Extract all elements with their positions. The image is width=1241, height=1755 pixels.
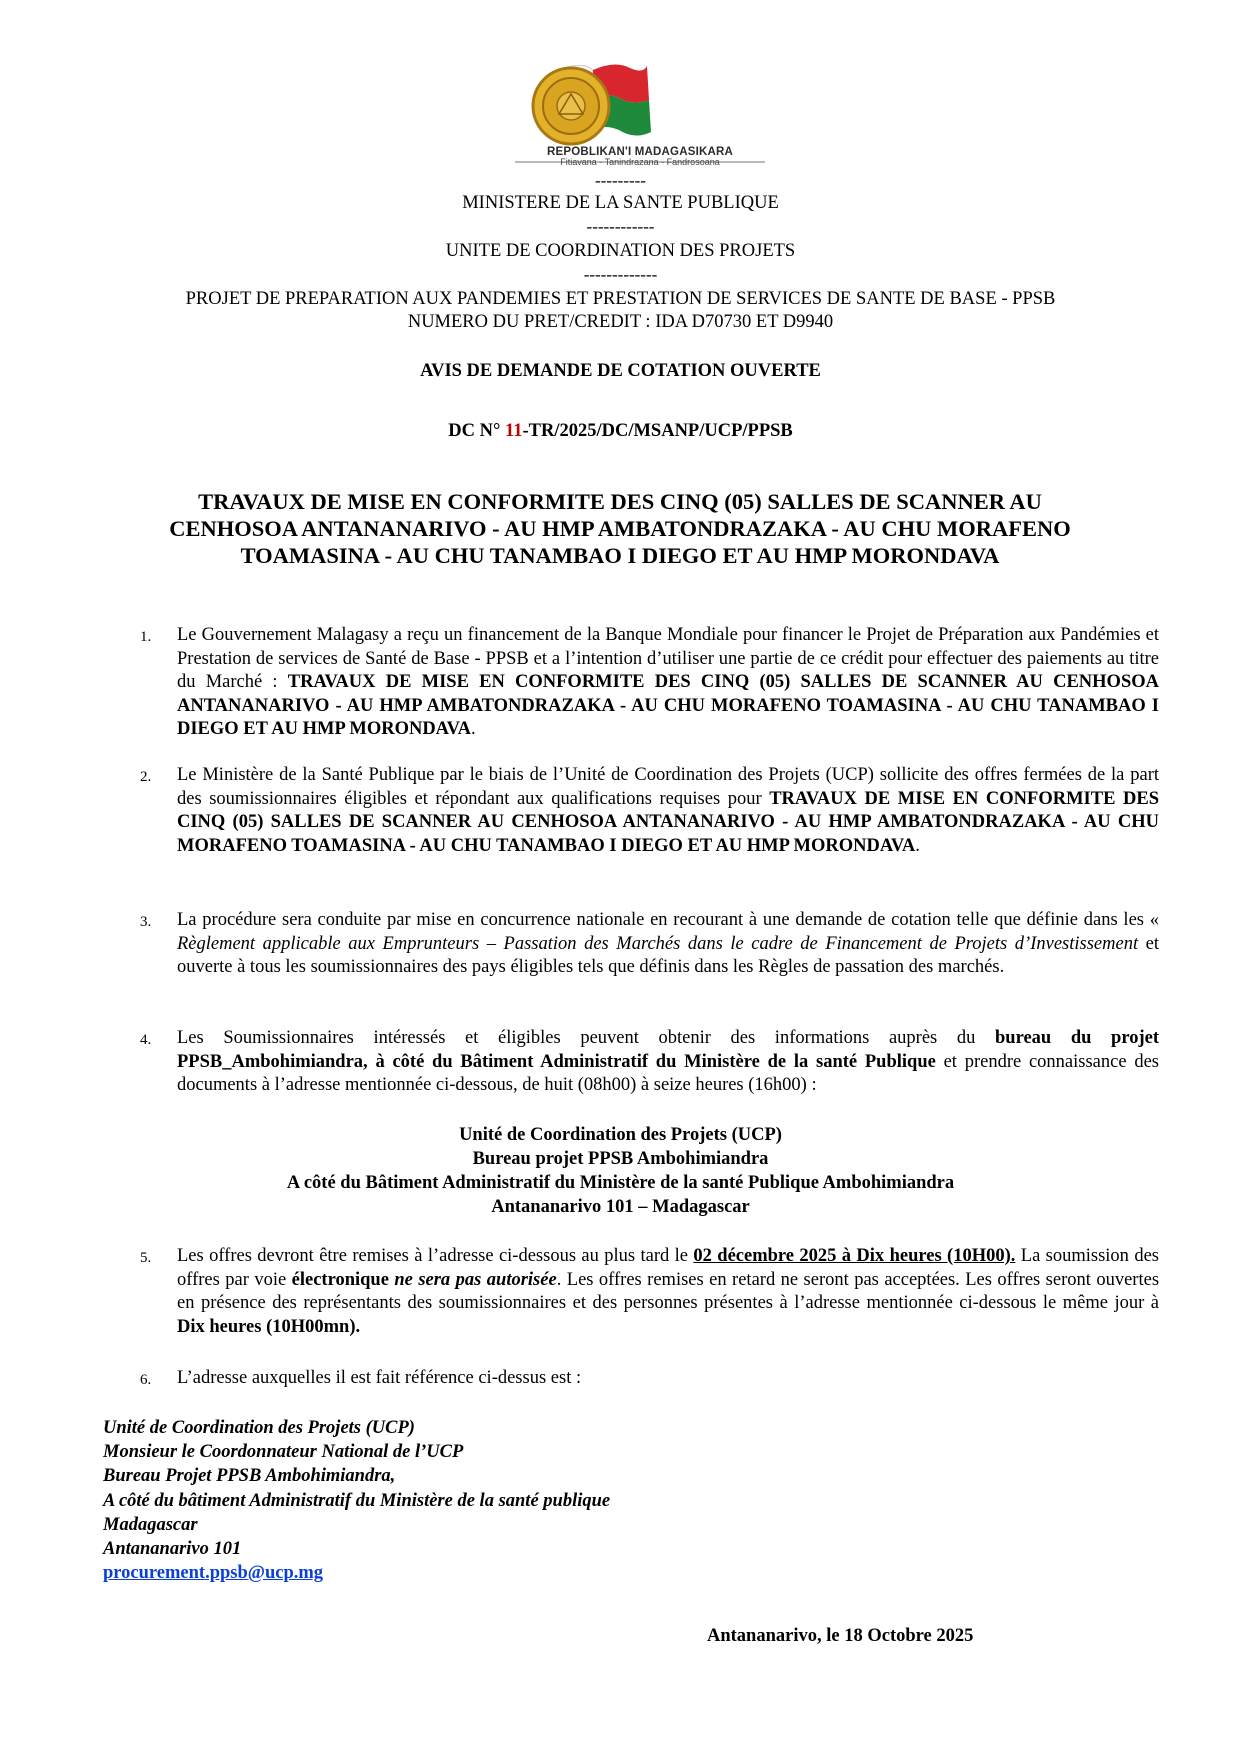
- address-line: Antananarivo 101 – Madagascar: [491, 1197, 750, 1217]
- loan-number: NUMERO DU PRET/CREDIT : IDA D70730 ET D9940: [407, 312, 834, 332]
- p1-end: .: [471, 719, 476, 740]
- p3-end: et ouverte à tous les soumissionnaires des pays éligibles tels que définis dans les Règles de passation des marchés.: [177, 933, 1160, 978]
- place-and-date: Antananarivo, le 18 Octobre 2025: [707, 1626, 974, 1646]
- p2-text: Le Ministère de la Santé Publique par le biais de l’Unité de Coordination des Projets (UCP) sollicite des offres fermées de la part des soumissionnaires éligibles et répondant aux qualifications requises pour: [177, 765, 1159, 809]
- item-number: 1.: [140, 629, 152, 645]
- paragraph-3: [177, 909, 1159, 980]
- p4-end: et prendre connaissance des documents à l’adresse mentionnée ci-dessous, de huit (08h00) à seize heures (16h00) :: [177, 1051, 1159, 1096]
- item-number: 3.: [140, 914, 152, 930]
- national-motto: Fitiavana - Tanindrazana - Fandrosoana: [560, 157, 720, 167]
- item-number: 4.: [140, 1032, 152, 1048]
- ref-number: 11: [504, 421, 523, 441]
- divider-dashes: -------------: [583, 265, 658, 284]
- ref-suffix: -TR/2025/DC/MSANP/UCP/PPSB: [522, 421, 793, 441]
- opening-time: Dix heures (10H00mn).: [177, 1316, 361, 1337]
- project-name: PROJET DE PREPARATION AUX PANDEMIES ET PRESTATION DE SERVICES DE SANTE DE BASE - PPSB: [185, 289, 1056, 309]
- address-line: Monsieur le Coordonnateur National de l’UCP: [103, 1442, 464, 1463]
- p4-bold: bureau du projet PPSB_Ambohimiandra, à côté du Bâtiment Administratif du Ministère de la santé Publique: [177, 1028, 1159, 1072]
- p5-text: La soumission des offres par voie: [177, 1246, 1159, 1290]
- p5-text: Les offres devront être remises à l’adresse ci-dessous au plus tard le: [177, 1246, 694, 1266]
- address-line: Unité de Coordination des Projets (UCP): [459, 1125, 782, 1145]
- deadline-date: 02 décembre 2025 à Dix heures (10H00).: [693, 1246, 1016, 1266]
- address-line: A côté du Bâtiment Administratif du Ministère de la santé Publique Ambohimiandra: [286, 1173, 955, 1193]
- p3-italic: Règlement applicable aux Emprunteurs – Passation des Marchés dans le cadre de Financement de Projets d’Investissement: [177, 933, 1139, 954]
- notice-reference: [0, 420, 1241, 442]
- address-line: Madagascar: [103, 1514, 198, 1535]
- republic-name: REPOBLIKAN'I MADAGASIKARA: [547, 146, 733, 158]
- divider-dashes: ------------: [586, 217, 655, 236]
- address-line: Unité de Coordination des Projets (UCP): [103, 1418, 415, 1438]
- p5-bold: électronique: [291, 1269, 389, 1290]
- p2-end: .: [915, 835, 920, 856]
- p1-text: Le Gouvernement Malagasy a reçu un financement de la Banque Mondiale pour financer le Projet de Préparation aux Pandémies et Prestation de services de Santé de Base - PPSB et a l’intention d’utiliser une partie de ce crédit pour effectuer des paiements au titre du Marché :: [177, 625, 1159, 693]
- ministry-name: MINISTERE DE LA SANTE PUBLIQUE: [462, 193, 779, 213]
- item-number: 6.: [140, 1372, 152, 1388]
- p4-text: Les Soumissionnaires intéressés et éligibles peuvent obtenir des informations auprès du: [177, 1028, 996, 1048]
- paragraph-1: [177, 624, 1159, 742]
- paragraph-2: [177, 764, 1159, 858]
- paragraph-4: [177, 1027, 1159, 1098]
- final-address: [103, 1416, 610, 1585]
- notice-title: AVIS DE DEMANDE DE COTATION OUVERTE: [420, 361, 821, 381]
- email-link[interactable]: procurement.ppsb@ucp.mg: [103, 1563, 324, 1584]
- p1-bold: TRAVAUX DE MISE EN CONFORMITE DES CINQ (05) SALLES DE SCANNER AU CENHOSOA ANTANANARIVO - AU HMP AMBATONDRAZAKA - AU CHU MORAFENO TOAMASINA - AU CHU TANAMBAO I DIEGO ET AU HMP MORONDAVA: [177, 672, 1159, 740]
- paragraph-6: L’adresse auxquelles il est fait référence ci-dessus est :: [177, 1368, 582, 1388]
- address-line: A côté du bâtiment Administratif du Ministère de la santé publique: [103, 1490, 611, 1511]
- address-line: Bureau Projet PPSB Ambohimiandra,: [103, 1466, 396, 1487]
- emblem-caption: [515, 146, 765, 167]
- address-line: Bureau projet PPSB Ambohimiandra: [472, 1149, 769, 1169]
- p2-bold: TRAVAUX DE MISE EN CONFORMITE DES CINQ (05) SALLES DE SCANNER AU CENHOSOA ANTANANARIVO - AU HMP AMBATONDRAZAKA - AU CHU MORAFENO TOAMASINA - AU CHU TANAMBAO I DIEGO ET AU HMP MORONDAVA: [177, 788, 1159, 856]
- p5-bold-italic: ne sera pas autorisée: [394, 1269, 557, 1290]
- paragraph-5: [177, 1245, 1159, 1339]
- p5-text: . Les offres remises en retard ne seront pas acceptées. Les offres seront ouvertes en présence des représentants des soumissionnaires et des personnes présentes à l’adresse mentionnée ci-dessous le même jour à: [177, 1269, 1160, 1314]
- main-title: TRAVAUX DE MISE EN CONFORMITE DES CINQ (05) SALLES DE SCANNER AU CENHOSOA ANTANANARIVO - AU HMP AMBATONDRAZAKA - AU CHU MORAFENO TOAMASINA - AU CHU TANAMBAO I DIEGO ET AU HMP MORONDAVA: [169, 489, 1071, 568]
- address-line: Antananarivo 101: [103, 1539, 242, 1560]
- p3-text: La procédure sera conduite par mise en concurrence nationale en recourant à une demande de cotation telle que définie dans les «: [177, 910, 1159, 930]
- seal-icon: [533, 68, 609, 144]
- ref-prefix: DC N°: [448, 421, 505, 441]
- item-number: 2.: [140, 769, 152, 785]
- unit-name: UNITE DE COORDINATION DES PROJETS: [445, 241, 796, 261]
- item-number: 5.: [140, 1250, 152, 1266]
- divider-dashes: ---------: [595, 171, 646, 190]
